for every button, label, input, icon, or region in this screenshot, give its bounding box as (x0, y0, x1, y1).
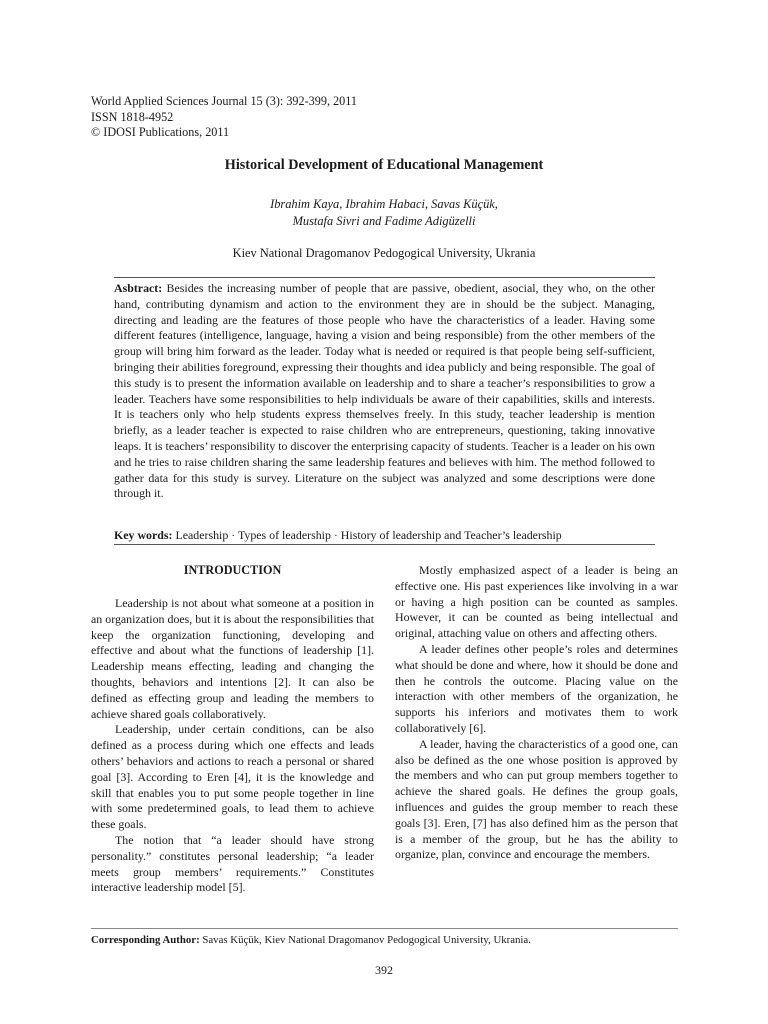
paragraph: A leader, having the characteristics of a good one, can also be defined as the one whose position is approved by the members and who can put group members together to achieve the shared goals. He defines the group goals, influences and guides the group member to reach these goals [3]. Eren, [7] has also defined him as the person that is a member of the group, but he has the ability to organize, plan, convince and encourage the members. (395, 736, 678, 862)
corresponding-author-label: Corresponding Author: (91, 934, 200, 946)
paper-title: Historical Development of Educational Management (224, 157, 544, 173)
publisher: © IDOSI Publications, 2011 (91, 125, 230, 139)
corresponding-author-text: Savas Küçük, Kiev National Dragomanov Pedogogical University, Ukrania. (199, 934, 531, 946)
section-heading-introduction: INTRODUCTION (183, 563, 282, 577)
journal-citation: World Applied Sciences Journal 15 (3): 392-399, 2011 (91, 94, 357, 108)
abstract-top-rule (114, 277, 655, 278)
body-column-right (395, 563, 678, 863)
paragraph: Leadership, under certain conditions, can be also defined as a process during which one effects and leads others’ behaviors and actions to reach a personal or shared goal [3]. According to Eren [4], it is the knowledge and skill that enables you to put some people together in line with some predetermined goals, to lead them to achieve these goals. (91, 722, 374, 832)
abstract (114, 281, 655, 502)
authors-line-2: Mustafa Sivri and Fadime Adigüzelli (292, 214, 476, 228)
paragraph: A leader defines other people’s roles and determines what should be done and where, how it should be done and then he controls the outcome. Placing value on the interaction with other members of the organization, he supports his inferiors and motivates them to work collaboratively [6]. (395, 641, 678, 735)
authors-line-1: Ibrahim Kaya, Ibrahim Habaci, Savas Küçük, (270, 197, 498, 211)
abstract-bottom-rule (114, 544, 655, 545)
author-list (0, 196, 768, 230)
keywords-text: Leadership · Types of leadership · History of leadership and Teacher’s leadership (172, 528, 562, 542)
body-column-left (91, 596, 374, 896)
paragraph: The notion that “a leader should have strong personality.” constitutes personal leadership; “a leader meets group members’ requirements.” Constitutes interactive leadership model [5]. (91, 832, 374, 895)
footnote-rule (91, 928, 678, 929)
corresponding-author (91, 934, 531, 946)
affiliation: Kiev National Dragomanov Pedogogical University, Ukrania (232, 246, 536, 260)
keywords-label: Key words: (114, 528, 173, 542)
paragraph: Mostly emphasized aspect of a leader is being an effective one. His past experiences like involving in a war or having a high position can be counted as samples. However, it can be counted as being intellectual and original, attaching value on others and affecting others. (395, 563, 678, 641)
paragraph: Leadership is not about what someone at a position in an organization does, but it is about the responsibilities that keep the organization functioning, developing and effective and about what the functions of leadership [1]. Leadership means effecting, leading and changing the thoughts, behaviors and intentions [2]. It can also be defined as effecting group and leading the members to achieve shared goals collaboratively. (91, 596, 374, 721)
journal-header (91, 94, 357, 141)
page-number: 392 (375, 963, 393, 977)
abstract-text: Besides the increasing number of people that are passive, obedient, asocial, they who, on the other hand, contributing dynamism and action to the environment they are in should be the subject. Managing, directing and leading are the features of those people who have the characteristics of a leader. Having some different features (intelligence, language, having a vision and being responsible) from the other members of the group will bring him forward as the leader. Today what is needed or required is that people being self-sufficient, bringing their abilities foreground, expressing their thoughts and idea publicly and being responsible. The goal of this study is to present the information available on leadership and to share a teacher’s responsibilities to grow a leader. Teachers have some responsibilities to help individuals be aware of their capabilities, skills and interests. It is teachers only who help students express themselves freely. In this study, teacher leadership is mention briefly, as a leader teacher is expected to raise children who are entrepreneurs, questioning, taking innovative leaps. It is teachers’ responsibility to discover the enterprising capacity of students. Teacher is a leader on his own and he tries to raise children sharing the same leadership features and believes with him. The method followed to gather data for this study is survey. Literature on the subject was analyzed and some descriptions were done through it. (114, 281, 655, 501)
abstract-label: Asbtract: (114, 281, 163, 295)
issn: ISSN 1818-4952 (91, 109, 174, 124)
keywords (114, 528, 655, 543)
